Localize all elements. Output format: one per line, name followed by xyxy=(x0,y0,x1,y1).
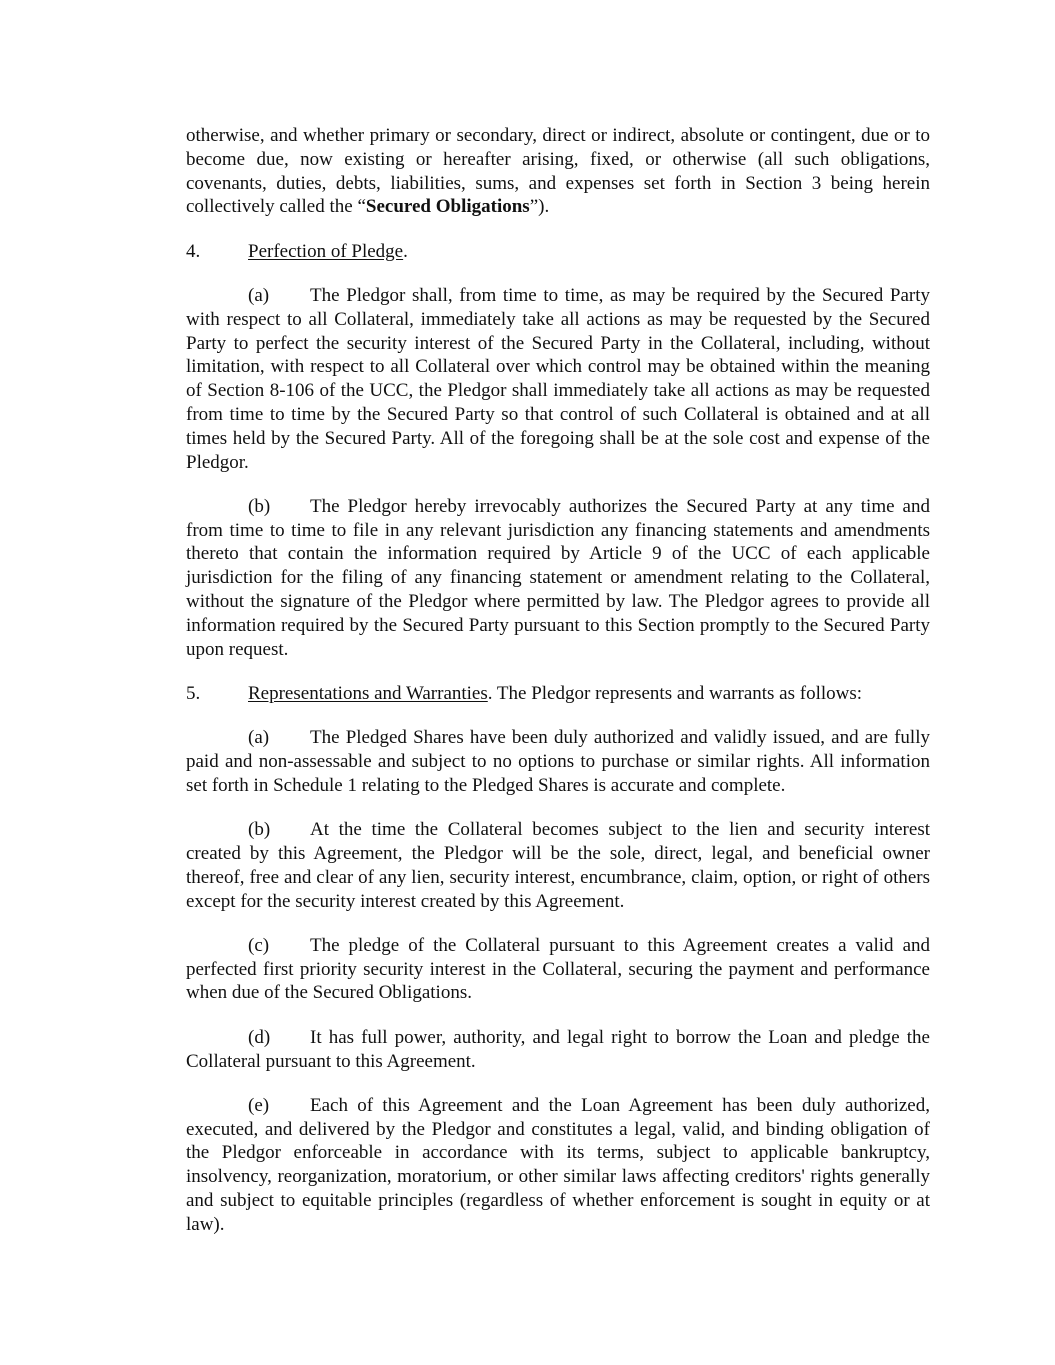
section-4-title: Perfection of Pledge xyxy=(248,240,404,262)
section-4-item-a xyxy=(186,284,930,474)
section-5-item-c xyxy=(186,934,930,1005)
section-5-item-c-label: (c) xyxy=(248,934,270,956)
section-4-item-a-text: The Pledgor shall, from time to time, as may be required by the Secured Party with respect to all Collateral, immediately take all actions as may be requested by the Secured Party to perfect the security interest of the Secured Party in the Collateral, including, without limitation, with respect to all Collateral over which control may be obtained within the meaning of Section 8-106 of the UCC, the Pledgor shall immediately take all actions as may be requested from time to time by the Secured Party so that control of such Collateral is obtained and at all times held by the Secured Party. All of the foregoing shall be at the sole cost and expense of the Pledgor. xyxy=(186,284,930,473)
section-5-item-e-label: (e) xyxy=(248,1094,270,1116)
section-4-title-suffix: . xyxy=(403,240,408,262)
section-5-item-e-text: Each of this Agreement and the Loan Agreement has been duly authorized, executed, and delivered by the Pledgor and constitutes a legal, valid, and binding obligation of the Pledgor enforceable in accordance with its terms, subject to applicable bankruptcy, insolvency, reorganization, moratorium, or other similar laws affecting creditors' rights generally and subject to equitable principles (regardless of whether enforcement is sought in equity or at law). xyxy=(186,1094,930,1235)
section-4-item-a-label: (a) xyxy=(248,284,270,306)
section-5-item-b-label: (b) xyxy=(248,819,271,841)
section-4-item-b-label: (b) xyxy=(248,495,271,517)
section-5-title-suffix: . The Pledgor represents and warrants as follows: xyxy=(487,682,863,704)
section-5-item-c-text: The pledge of the Collateral pursuant to this Agreement creates a valid and perfected first priority security interest in the Collateral, securing the payment and performance when due of the Secured Obligations. xyxy=(186,934,930,1004)
section-5-item-b xyxy=(186,818,930,913)
section-5-heading xyxy=(186,682,930,706)
section-5-item-d-text: It has full power, authority, and legal right to borrow the Loan and pledge the Collateral pursuant to this Agreement. xyxy=(186,1026,930,1072)
section-5-item-d xyxy=(186,1026,930,1074)
intro-text-after: ”). xyxy=(529,196,550,218)
section-5-item-d-label: (d) xyxy=(248,1026,271,1048)
section-5-item-e xyxy=(186,1094,930,1237)
intro-paragraph xyxy=(186,124,930,219)
intro-text-before: otherwise, and whether primary or secondary, direct or indirect, absolute or contingent, due or to become due, now existing or hereafter arising, fixed, or otherwise (all such obligations, covenants, duties, debts, liabilities, sums, and expenses set forth in Section 3 being herein collectively called the “ xyxy=(186,125,930,218)
section-4-heading xyxy=(186,240,930,264)
section-5-item-a-text: The Pledged Shares have been duly authorized and validly issued, and are fully paid and non-assessable and subject to no options to purchase or similar rights. All information set forth in Schedule 1 relating to the Pledged Shares is accurate and complete. xyxy=(186,727,930,796)
section-4-item-b-text: The Pledgor hereby irrevocably authorizes the Secured Party at any time and from time to time to file in any relevant jurisdiction any financing statements and amendments thereto that contain the information required by Article 9 of the UCC of each applicable jurisdiction for the filing of any financing statement or amendment relating to the Collateral, without the signature of the Pledgor where permitted by law. The Pledgor agrees to provide all information required by the Secured Party pursuant to this Section promptly to the Secured Party upon request. xyxy=(186,495,930,660)
section-5-item-a-label: (a) xyxy=(248,727,270,749)
section-4-number: 4. xyxy=(186,240,201,262)
section-5-title: Representations and Warranties xyxy=(248,682,488,704)
section-5-number: 5. xyxy=(186,682,201,704)
defined-term-secured-obligations: Secured Obligations xyxy=(365,196,530,218)
section-5-item-a xyxy=(186,726,930,797)
section-5-item-b-text: At the time the Collateral becomes subject to the lien and security interest created by this Agreement, the Pledgor will be the sole, direct, legal, and beneficial owner thereof, free and clear of any lien, security interest, encumbrance, claim, option, or right of others except for the security interest created by this Agreement. xyxy=(186,819,930,912)
document-page xyxy=(186,124,930,1257)
section-4-item-b xyxy=(186,495,930,662)
